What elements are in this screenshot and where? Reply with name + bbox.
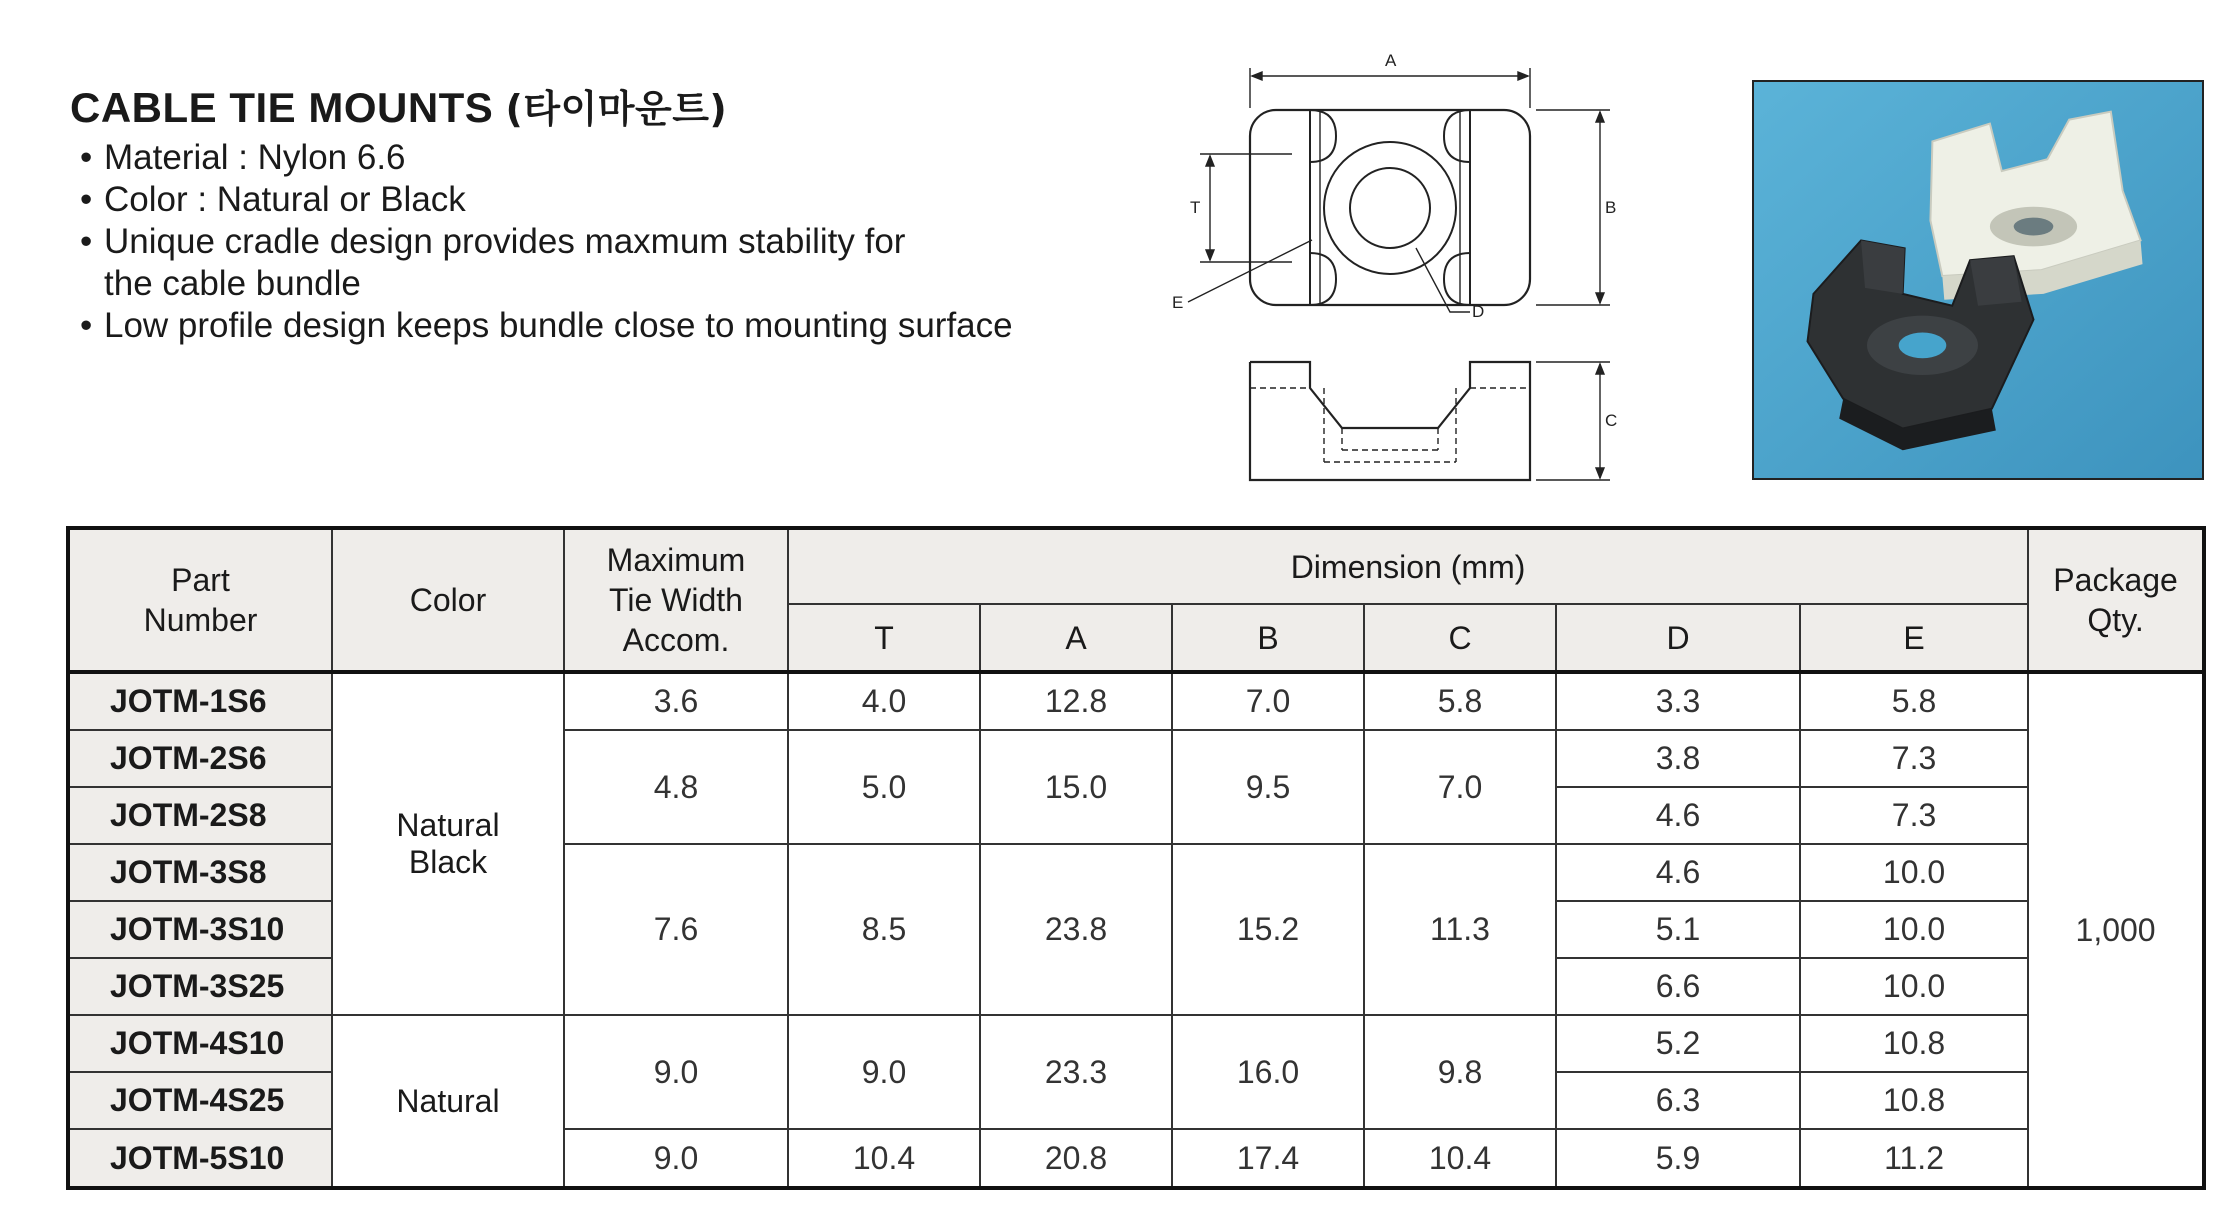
header-color: Color xyxy=(332,528,564,672)
label-A: A xyxy=(1385,51,1397,70)
title-korean: (타이마운트) xyxy=(505,87,728,131)
dim-T-cell: 9.0 xyxy=(788,1015,980,1129)
technical-drawing xyxy=(1160,50,1640,490)
header-package-qty xyxy=(2028,528,2204,672)
label-C: C xyxy=(1605,411,1618,430)
dim-D-cell: 3.3 xyxy=(1556,672,1800,730)
header-max-tie-width xyxy=(564,528,788,672)
part-number-cell: JOTM-3S10 xyxy=(68,901,332,958)
feature-material: • Material : Nylon 6.6 xyxy=(70,137,1190,179)
feature-color: • Color : Natural or Black xyxy=(70,179,1190,221)
dim-C-cell: 10.4 xyxy=(1364,1129,1556,1188)
spec-table xyxy=(66,526,2206,1190)
dim-E-cell: 10.0 xyxy=(1800,844,2028,901)
dim-C-cell: 7.0 xyxy=(1364,730,1556,844)
color-cell xyxy=(332,672,564,1015)
label-D: D xyxy=(1472,302,1485,321)
label-B: B xyxy=(1605,198,1617,217)
header-max-line2: Tie Width xyxy=(609,582,743,618)
max-width-cell: 4.8 xyxy=(564,730,788,844)
technical-drawing-svg xyxy=(1160,50,1640,490)
feature-low-profile: • Low profile design keeps bundle close to mounting surface xyxy=(70,305,1190,347)
feature-cradle xyxy=(70,221,1190,305)
color-black: Black xyxy=(408,844,488,881)
dim-T-cell: 5.0 xyxy=(788,730,980,844)
header-part-line2: Number xyxy=(143,602,258,638)
max-width-cell: 7.6 xyxy=(564,844,788,1015)
part-number-cell: JOTM-4S10 xyxy=(68,1015,332,1072)
part-number-cell: JOTM-4S25 xyxy=(68,1072,332,1129)
dim-E-cell: 10.0 xyxy=(1800,958,2028,1015)
header-dim-B: B xyxy=(1172,604,1364,672)
dim-D-cell: 5.2 xyxy=(1556,1015,1800,1072)
header-part-number xyxy=(68,528,332,672)
part-number-cell: JOTM-2S6 xyxy=(68,730,332,787)
color-cell: Natural xyxy=(332,1015,564,1188)
label-E: E xyxy=(1172,293,1184,312)
dim-A-cell: 15.0 xyxy=(980,730,1172,844)
dim-E-cell: 10.8 xyxy=(1800,1015,2028,1072)
dim-E-cell: 10.8 xyxy=(1800,1072,2028,1129)
dim-E-cell: 7.3 xyxy=(1800,730,2028,787)
table-row xyxy=(68,672,2204,730)
dim-A-cell: 23.8 xyxy=(980,844,1172,1015)
dim-E-cell: 5.8 xyxy=(1800,672,2028,730)
header-dim-C: C xyxy=(1364,604,1556,672)
table-row xyxy=(68,1015,2204,1072)
dim-A-cell: 20.8 xyxy=(980,1129,1172,1188)
max-width-cell: 3.6 xyxy=(564,672,788,730)
product-photo-svg xyxy=(1754,82,2202,478)
title-english: CABLE TIE MOUNTS xyxy=(70,84,494,131)
part-number-cell: JOTM-2S8 xyxy=(68,787,332,844)
dim-C-cell: 5.8 xyxy=(1364,672,1556,730)
color-natural: Natural xyxy=(396,807,500,844)
dim-D-cell: 6.3 xyxy=(1556,1072,1800,1129)
part-number-cell: JOTM-5S10 xyxy=(68,1129,332,1188)
dim-D-cell: 5.9 xyxy=(1556,1129,1800,1188)
dim-C-cell: 11.3 xyxy=(1364,844,1556,1015)
product-photo xyxy=(1752,80,2204,480)
header-pkg-line1: Package xyxy=(2053,562,2178,598)
dim-C-cell: 9.8 xyxy=(1364,1015,1556,1129)
header-dim-D: D xyxy=(1556,604,1800,672)
header-dim-T: T xyxy=(788,604,980,672)
dim-A-cell: 23.3 xyxy=(980,1015,1172,1129)
max-width-cell: 9.0 xyxy=(564,1129,788,1188)
header-block xyxy=(70,78,1190,347)
dim-B-cell: 9.5 xyxy=(1172,730,1364,844)
dim-E-cell: 7.3 xyxy=(1800,787,2028,844)
dim-T-cell: 4.0 xyxy=(788,672,980,730)
page-title xyxy=(70,78,1190,133)
dim-D-cell: 4.6 xyxy=(1556,844,1800,901)
dim-T-cell: 10.4 xyxy=(788,1129,980,1188)
label-T: T xyxy=(1190,198,1201,217)
dim-B-cell: 16.0 xyxy=(1172,1015,1364,1129)
header-max-line3: Accom. xyxy=(622,622,730,658)
dim-B-cell: 7.0 xyxy=(1172,672,1364,730)
header-dimension: Dimension (mm) xyxy=(788,528,2028,604)
max-width-cell: 9.0 xyxy=(564,1015,788,1129)
header-dim-E: E xyxy=(1800,604,2028,672)
dim-B-cell: 15.2 xyxy=(1172,844,1364,1015)
header-dim-A: A xyxy=(980,604,1172,672)
dim-D-cell: 5.1 xyxy=(1556,901,1800,958)
dim-B-cell: 17.4 xyxy=(1172,1129,1364,1188)
dim-E-cell: 11.2 xyxy=(1800,1129,2028,1188)
feature-list xyxy=(70,137,1190,347)
dim-D-cell: 4.6 xyxy=(1556,787,1800,844)
header-part-line1: Part xyxy=(171,562,230,598)
part-number-cell: JOTM-3S25 xyxy=(68,958,332,1015)
header-max-line1: Maximum xyxy=(606,542,746,578)
header-pkg-line2: Qty. xyxy=(2087,602,2144,638)
dim-D-cell: 6.6 xyxy=(1556,958,1800,1015)
dim-A-cell: 12.8 xyxy=(980,672,1172,730)
dim-E-cell: 10.0 xyxy=(1800,901,2028,958)
part-number-cell: JOTM-1S6 xyxy=(68,672,332,730)
part-number-cell: JOTM-3S8 xyxy=(68,844,332,901)
feature-cradle-line2: the cable bundle xyxy=(104,264,361,303)
dim-T-cell: 8.5 xyxy=(788,844,980,1015)
dim-D-cell: 3.8 xyxy=(1556,730,1800,787)
package-qty-cell: 1,000 xyxy=(2028,672,2204,1188)
feature-cradle-line1: Unique cradle design provides maxmum stability for xyxy=(104,222,906,261)
